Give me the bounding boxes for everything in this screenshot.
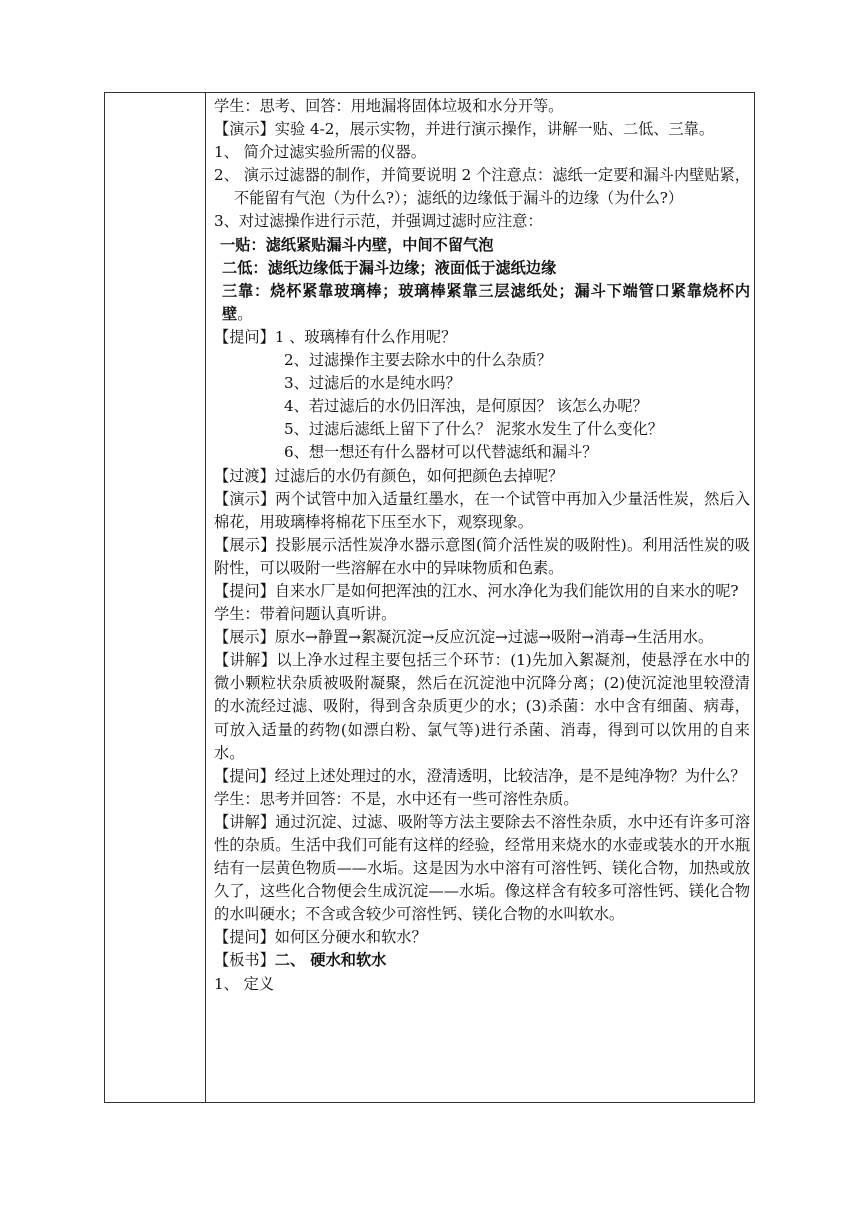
text-line: 【演示】实验 4-2，展示实物，并进行演示操作，讲解一贴、二低、三靠。 (214, 120, 715, 139)
question-line: 【提问】1 、玻璃棒有什么作用呢？ (214, 327, 457, 346)
question-item: 4、若过滤后的水仍旧浑浊，是何原因？ 该怎么办呢？ (284, 397, 648, 416)
text-line: 【演示】两个试管中加入适量红墨水，在一个试管中再加入少量活性炭，然后入棉花，用玻璃棒将棉花下压至水下，观察现象。 (214, 489, 750, 531)
text-line: 【讲解】通过沉淀、过滤、吸附等方法主要除去不溶性杂质，水中还有许多可溶性的杂质。生活中我们可能有这样的经验，经常用来烧水的水壶或装水的开水瓶结有一层黄色物质——水垢。这是因为水中溶有可溶性钙、镁化合物，加热或放久了，这些化合物便会生成沉淀——水垢。像这样含有较多可溶性钙、镁化合物的水叫硬水；不含或含较少可溶性钙、镁化合物的水叫软水。 (214, 812, 750, 924)
column-divider (205, 93, 206, 1102)
key-point-text: 三靠：烧杯紧靠玻璃棒；玻璃棒紧靠三层滤纸处；漏斗下端管口紧靠烧杯内壁 (222, 281, 750, 323)
question-item: 3、过滤后的水是纯水吗？ (284, 374, 461, 393)
text-line: 【展示】原水→静置→絮凝沉淀→反应沉淀→过滤→吸附→消毒→生活用水。 (214, 628, 714, 647)
text-line: 3、对过滤操作进行示范，并强调过滤时应注意： (214, 212, 543, 231)
text-line: 学生：思考并回答：不是，水中还有一些可溶性杂质。 (214, 789, 579, 808)
text-line: 学生：思考、回答：用地漏将固体垃圾和水分开等。 (214, 97, 564, 115)
question-item: 5、过滤后滤纸上留下了什么？ 泥浆水发生了什么变化？ (284, 420, 663, 439)
text-line: 1、 定义 (214, 974, 275, 993)
text-line: 【过渡】过滤后的水仍有颜色，如何把颜色去掉呢？ (214, 466, 564, 485)
lesson-table (104, 92, 755, 1103)
key-point: 二低：滤纸边缘低于漏斗边缘；液面低于滤纸边缘 (222, 258, 557, 277)
text-line: 【展示】投影展示活性炭净水器示意图(简介活性炭的吸附性)。利用活性炭的吸附性，可以吸附一些溶解在水中的异味物质和色素。 (214, 535, 750, 577)
lesson-content-cell (214, 95, 750, 996)
list-item: 2、 演示过滤器的制作，并简要说明 2 个注意点：滤纸一定要和漏斗内壁贴紧，不能留有气泡（为什么?）；滤纸的边缘低于漏斗的边缘（为什么?） (214, 166, 750, 208)
board-heading: 二、 硬水和软水 (274, 951, 387, 970)
text-line: 学生：带着问题认真听讲。 (214, 605, 397, 624)
text-line: 【讲解】以上净水过程主要包括三个环节：(1)先加入絮凝剂，使悬浮在水中的微小颗粒状杂质被吸附凝聚，然后在沉淀池中沉降分离；(2)使沉淀池里较澄清的水流经过滤、吸附，得到含杂质更少的水；(3)杀菌：水中含有细菌、病毒，可放入适量的药物(如漂白粉、氯气等)进行杀菌、消毒，得到可以饮用的自来水。 (214, 651, 750, 762)
question-item: 6、想一想还有什么器材可以代替滤纸和漏斗？ (284, 443, 598, 462)
period: 。 (237, 304, 253, 323)
key-point (214, 280, 750, 326)
board-tag: 【板书】 (214, 951, 275, 970)
text-line: 【提问】自来水厂是如何把浑浊的江水、河水净化为我们能饮用的自来水的呢? (214, 581, 739, 600)
list-item: 1、 简介过滤实验所需的仪器。 (214, 143, 426, 162)
key-point: 一贴：滤纸紧贴漏斗内壁，中间不留气泡 (220, 235, 494, 254)
text-line: 【提问】经过上述处理过的水，澄清透明，比较洁净，是不是纯净物？为什么？ (214, 766, 746, 785)
text-line: 【提问】如何区分硬水和软水？ (214, 928, 427, 947)
board-line (214, 949, 750, 972)
question-item: 2、过滤操作主要去除水中的什么杂质？ (284, 351, 552, 370)
